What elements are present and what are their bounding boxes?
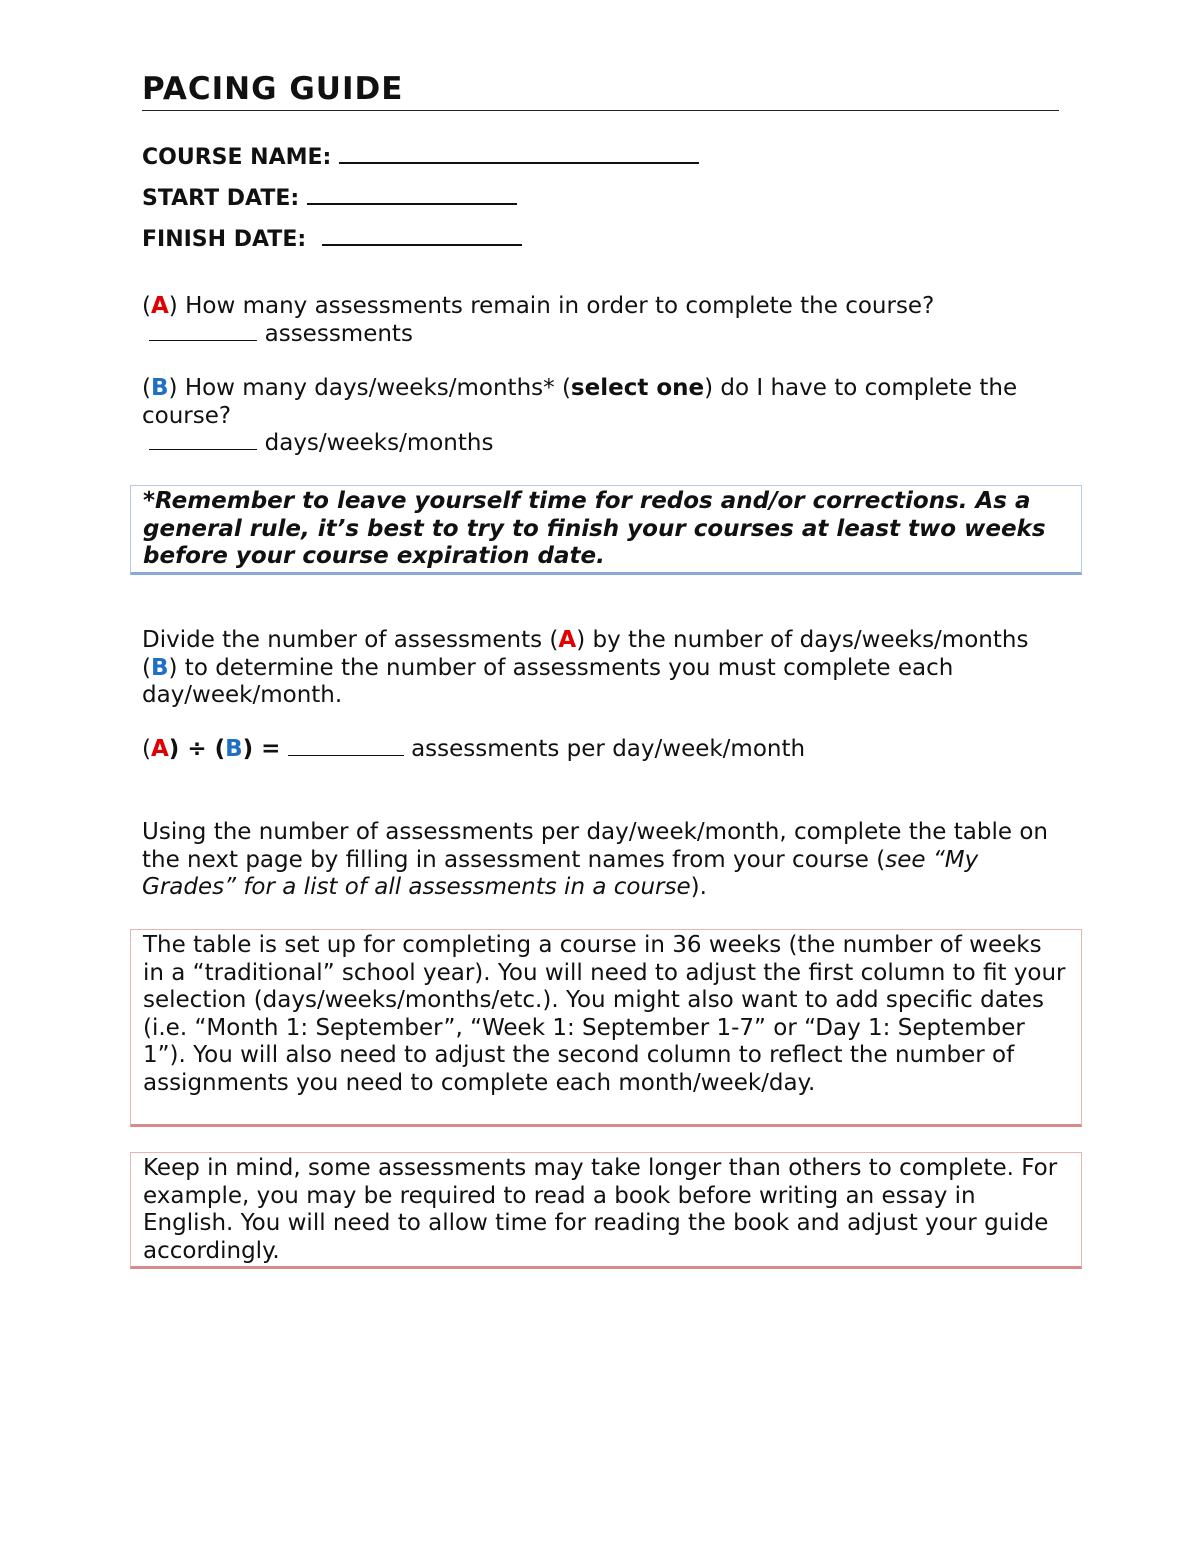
divide-mid: ) by the number of days/weeks/months [576, 627, 1029, 653]
question-a-text: How many assessments remain in order to complete the course? [185, 293, 935, 319]
answer-a-unit: assessments [264, 320, 413, 347]
course-name-field [142, 142, 699, 172]
using-italic: see “My Grades” for a list of all assessments in a course [142, 846, 979, 900]
formula-suffix: assessments per day/week/month [411, 736, 806, 762]
answer-b-unit: days/weeks/months [264, 430, 494, 456]
question-a: (A) How many assessments remain in order to complete the course? assessments [142, 293, 935, 347]
course-name-label: COURSE NAME: [142, 145, 332, 170]
formula-label-a: A [150, 736, 169, 762]
table-note-box: The table is set up for completing a course in 36 weeks (the number of weeks in a “traditional” school year). You will need to adjust the first column to fit your selection (days/weeks/months/etc.). You might also want to add specific dates (i.e. “Month 1: September”, “Week 1: September 1-7” or “Day 1: September 1”). You will also need to adjust the second column to reflect the number of assignments you need to complete each month/week/day. [130, 929, 1082, 1127]
divide-label-a: A [558, 627, 577, 653]
page-title: PACING GUIDE [142, 70, 1059, 111]
answer-a-blank[interactable] [149, 322, 257, 341]
question-b: (B) How many days/weeks/months* (select one) do I have to complete the course? days/weeks/months [142, 375, 1018, 456]
divide-label-b: B [150, 654, 169, 681]
start-date-blank[interactable] [307, 183, 517, 205]
answer-b-blank[interactable] [149, 431, 257, 450]
formula: (A) ÷ (B) = assessments per day/week/month [142, 736, 806, 762]
finish-date-blank[interactable] [322, 224, 522, 246]
start-date-field [142, 183, 517, 213]
divide-pre: Divide the number of assessments ( [142, 627, 559, 653]
divide-instructions: Divide the number of assessments (A) by the number of days/weeks/months (B) to determine the number of assessments you must complete each day/week/month. [142, 627, 1029, 708]
formula-equals: ) = [242, 736, 281, 762]
divide-post: ) to determine the number of assessments you must complete each day/week/month. [142, 654, 954, 708]
course-name-blank[interactable] [339, 142, 699, 164]
using-instructions [142, 819, 1062, 902]
question-b-post: ) do I have to complete the course? [142, 375, 1018, 429]
select-one: select one [570, 375, 705, 401]
finish-date-label: FINISH DATE: [142, 227, 307, 252]
formula-blank[interactable] [288, 737, 404, 756]
finish-date-field [142, 224, 522, 254]
reminder-box: *Remember to leave yourself time for redos and/or corrections. As a general rule, it’s best to try to finish your courses at least two weeks before your course expiration date. [130, 485, 1082, 575]
formula-divide: ) ÷ ( [168, 736, 226, 762]
using-text: Using the number of assessments per day/week/month, complete the table on the next page by filling in assessment names from your course ( [142, 819, 1048, 873]
using-end: ). [690, 874, 707, 900]
keep-in-mind-box: Keep in mind, some assessments may take longer than others to complete. For example, you may be required to read a book before writing an essay in English. You will need to allow time for reading the book and adjust your guide accordingly. [130, 1152, 1082, 1269]
formula-label-b: B [225, 736, 243, 762]
label-b: B [150, 375, 169, 401]
question-b-pre: How many days/weeks/months* ( [184, 375, 571, 401]
label-a: A [150, 293, 169, 319]
start-date-label: START DATE: [142, 186, 300, 211]
